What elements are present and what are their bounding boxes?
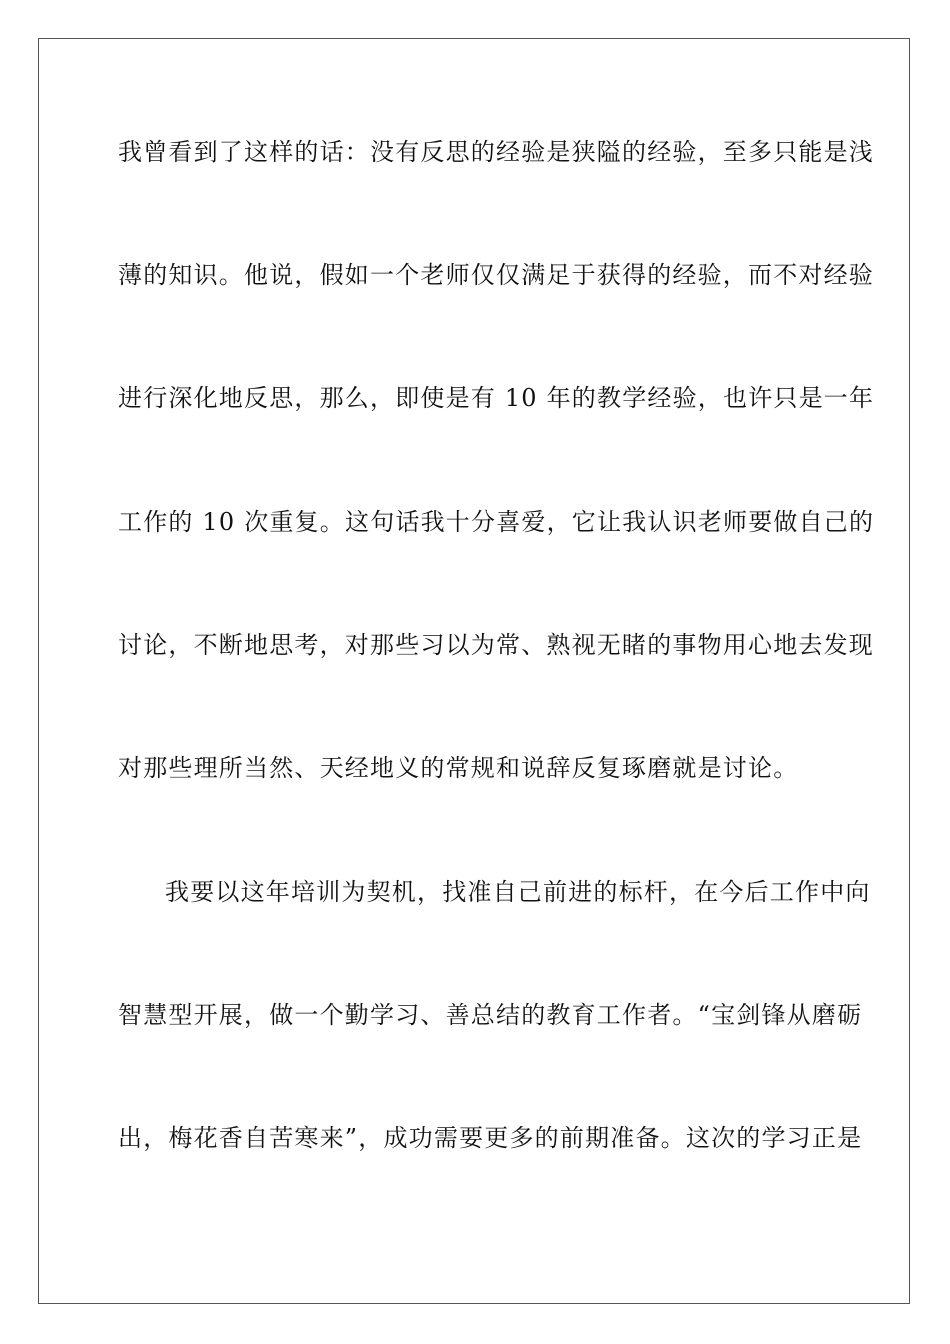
paragraph-line: 对那些理所当然、天经地义的常规和说辞反复琢磨就是讨论。 [118,754,799,782]
paragraph-line: 我曾看到了这样的话：没有反思的经验是狭隘的经验，至多只能是浅 [118,138,874,166]
paragraph-line: 智慧型开展，做一个勤学习、善总结的教育工作者。“宝剑锋从磨砺 [118,1001,863,1029]
paragraph-line: 讨论，不断地思考，对那些习以为常、熟视无睹的事物用心地去发现 [118,631,874,659]
paragraph-line: 出，梅花香自苦寒来”，成功需要更多的前期准备。这次的学习正是 [118,1124,863,1152]
paragraph-line: 进行深化地反思，那么，即使是有 10 年的教学经验，也许只是一年 [118,384,875,412]
paragraph-line-indented: 我要以这年培训为契机，找准自己前进的标杆，在今后工作中向 [165,878,871,906]
paragraph-line: 薄的知识。他说，假如一个老师仅仅满足于获得的经验，而不对经验 [118,261,874,289]
paragraph-line: 工作的 10 次重复。这句话我十分喜爱，它让我认识老师要做自己的 [118,508,875,536]
page-border [38,38,910,1304]
